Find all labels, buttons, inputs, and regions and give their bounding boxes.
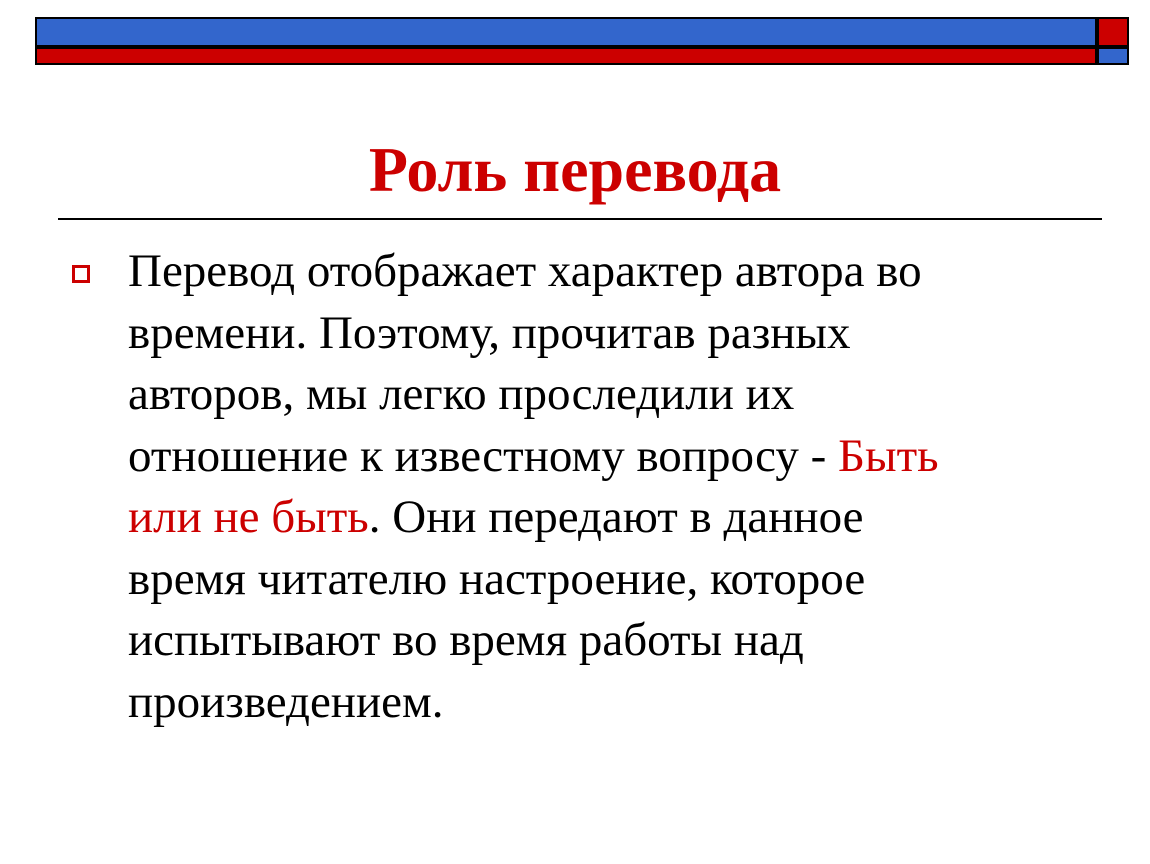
top-red-stripe [35,47,1097,65]
body-line-1: Перевод отображает характер автора во [128,245,922,297]
highlight-phrase-part-2: или не быть [128,491,369,543]
corner-blue-square [1097,47,1129,65]
top-blue-stripe [35,17,1097,47]
body-line-6: время читателю настроение, которое [128,552,866,605]
body-line-4: отношение к известному вопросу - [128,429,839,482]
body-line-3: авторов, мы легко проследили их [128,368,795,420]
highlight-phrase-part-1: Быть [838,429,939,482]
slide-body-paragraph [128,241,1028,733]
hollow-square-bullet-icon [72,265,90,283]
body-line-7: испытывают во время работы над [128,614,804,666]
body-line-8: произведением. [128,675,444,728]
body-line-2: времени. Поэтому, прочитав разных [128,306,851,359]
body-line-5-rest: . Они передают в данное [368,491,864,543]
title-underline [58,218,1102,220]
corner-red-square [1097,17,1129,47]
slide-title: Роль перевода [368,134,782,205]
